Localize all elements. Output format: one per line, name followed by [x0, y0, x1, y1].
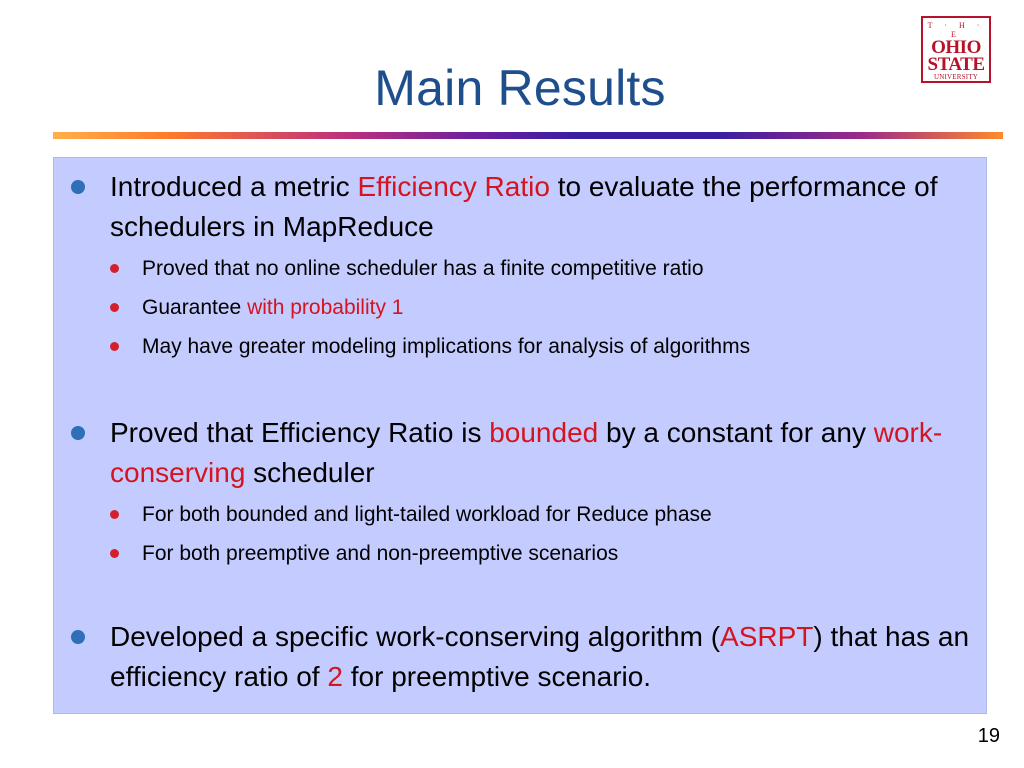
bullet-dot-icon — [71, 180, 85, 194]
bullet-dot-icon — [71, 630, 85, 644]
sub-bullet-text: Proved that no online scheduler has a finite competitive ratio — [142, 257, 704, 280]
logo-the: T · H · E — [927, 21, 985, 39]
bullet-item — [54, 413, 986, 493]
bullet-item — [54, 617, 986, 697]
sub-bullet-item — [54, 249, 986, 288]
bullet-group-3 — [54, 617, 986, 697]
ohio-state-logo — [921, 16, 991, 83]
bullet-text: to evaluate the performance of schedulers in MapReduce — [110, 171, 938, 242]
highlight-probability: with probability 1 — [247, 296, 404, 319]
highlight-work-conserving: work-conserving — [110, 417, 943, 488]
bullet-group-1 — [54, 167, 986, 366]
content-box — [53, 157, 987, 714]
sub-bullet-item — [54, 534, 986, 573]
bullet-text: Proved that Efficiency Ratio is — [110, 417, 490, 448]
sub-bullet-item — [54, 288, 986, 327]
bullet-dot-icon — [71, 426, 85, 440]
logo-ohio: OHIO — [931, 37, 981, 58]
logo-university: UNIVERSITY — [934, 73, 978, 81]
highlight-ratio-value: 2 — [327, 661, 343, 692]
sub-bullet-dot-icon — [110, 549, 119, 558]
sub-bullet-dot-icon — [110, 303, 119, 312]
highlight-asrpt: ASRPT — [720, 621, 814, 652]
bullet-text: ) that has an efficiency ratio of — [110, 621, 970, 692]
title-divider — [53, 132, 1003, 139]
sub-bullet-text: Guarantee — [142, 296, 248, 319]
logo-state: STATE — [927, 54, 985, 75]
bullet-text: scheduler — [245, 457, 375, 488]
bullet-text: Introduced a metric — [110, 171, 358, 202]
sub-bullet-item — [54, 327, 986, 366]
bullet-text: Developed a specific work-conserving algorithm ( — [110, 621, 721, 652]
slide-title: Main Results — [374, 60, 666, 116]
sub-bullet-dot-icon — [110, 342, 119, 351]
sub-bullet-dot-icon — [110, 510, 119, 519]
sub-bullet-text: May have greater modeling implications for analysis of algorithms — [142, 335, 751, 358]
bullet-text: for preemptive scenario. — [342, 661, 652, 692]
sub-bullet-item — [54, 495, 986, 534]
bullet-text: by a constant for any — [598, 417, 874, 448]
sub-bullet-text: For both bounded and light-tailed workload for Reduce phase — [142, 503, 712, 526]
page-number: 19 — [977, 725, 1000, 747]
sub-bullet-dot-icon — [110, 264, 119, 273]
sub-bullet-text: For both preemptive and non-preemptive scenarios — [142, 542, 619, 565]
highlight-bounded: bounded — [489, 417, 599, 448]
highlight-efficiency-ratio: Efficiency Ratio — [357, 171, 550, 202]
bullet-item — [54, 167, 986, 247]
bullet-group-2 — [54, 413, 986, 573]
